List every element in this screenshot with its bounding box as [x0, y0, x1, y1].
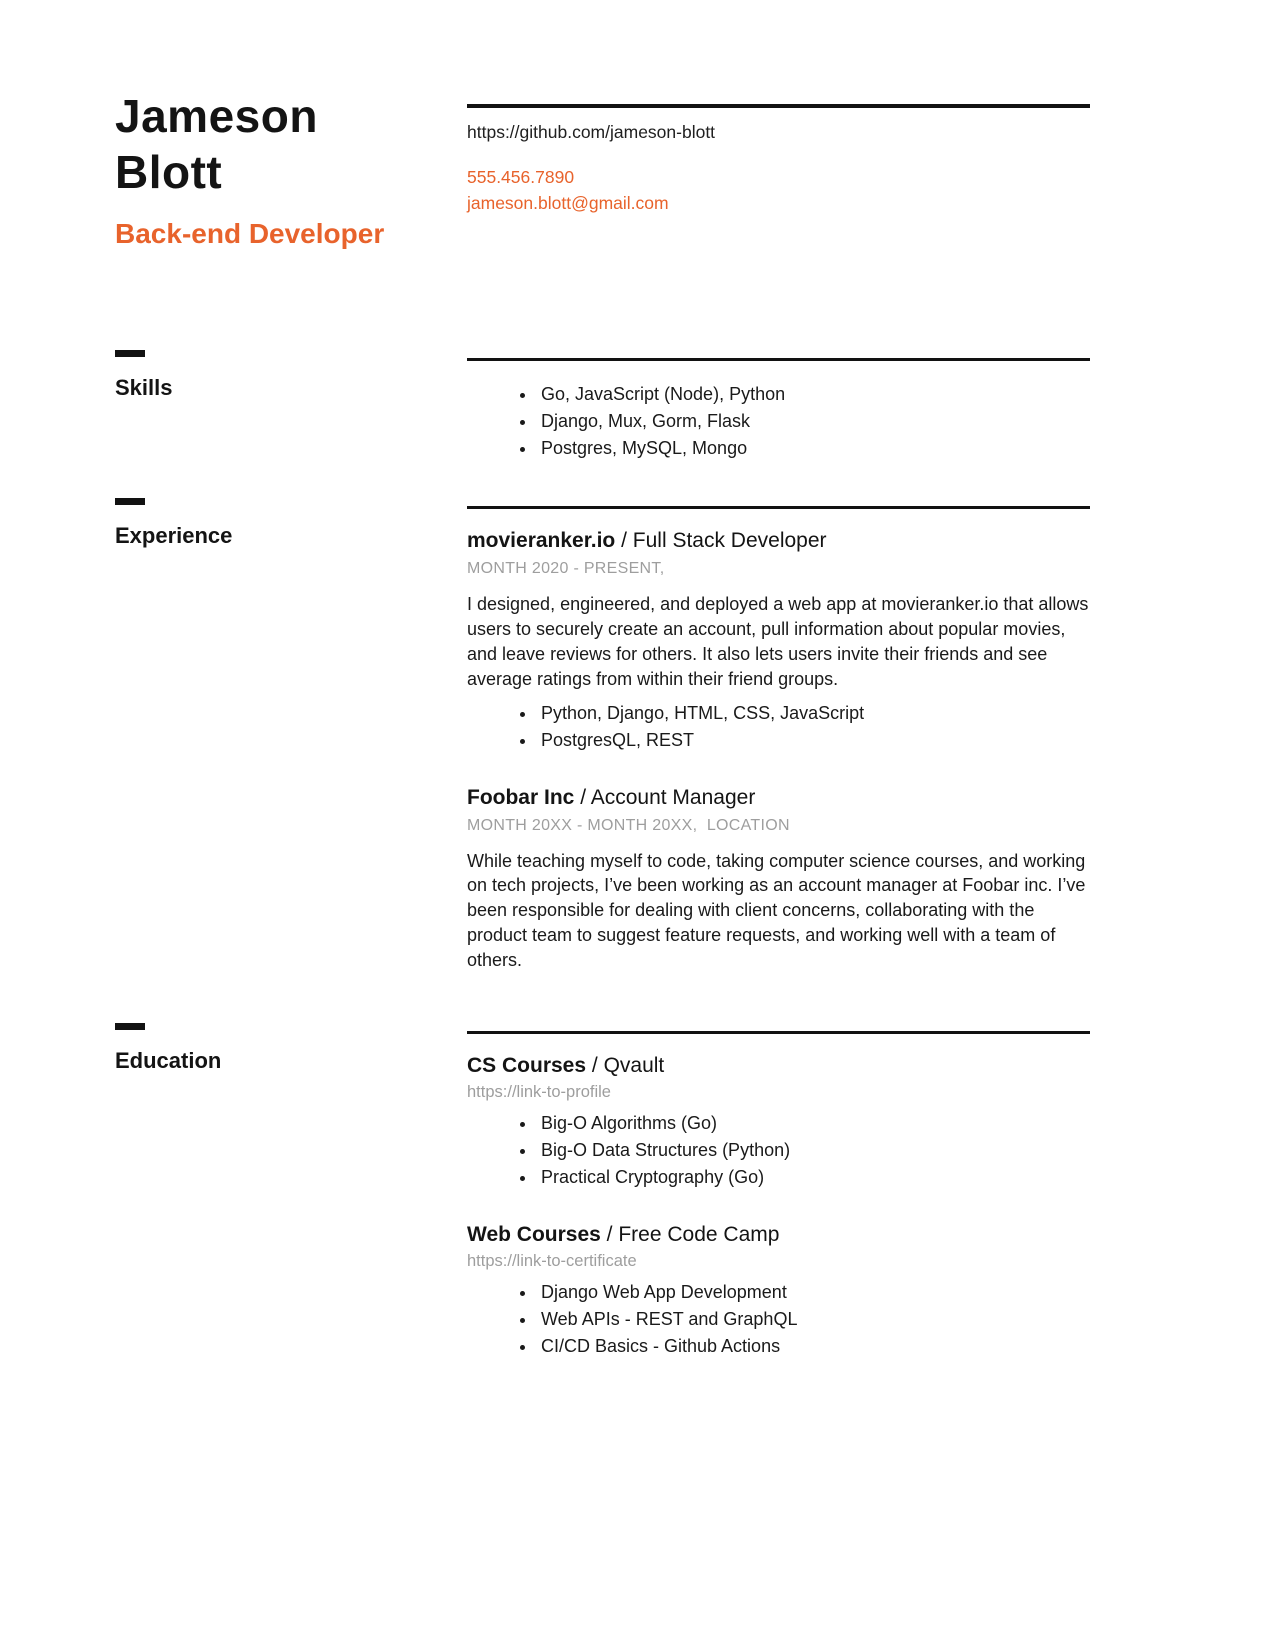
email-link[interactable]: jameson.blott@gmail.com — [467, 193, 669, 213]
contact-block — [467, 104, 1090, 250]
org-name: Web Courses — [467, 1222, 601, 1246]
role-name: Account Manager — [590, 785, 756, 809]
org-name: movieranker.io — [467, 529, 616, 553]
entry-description: While teaching myself to code, taking computer science courses, and working on tech projects, I’ve been working as an account manager at Foobar inc. I’ve been responsible for dealing with client concerns, collaborating with the product team to suggest feature requests, and working well with a team of others. — [467, 850, 1086, 970]
entry-dates: MONTH 2020 - PRESENT, — [467, 560, 665, 578]
entry-bullet-list — [467, 1279, 1090, 1360]
role-name: Full Stack Developer — [632, 529, 827, 553]
entry-dates: MONTH 20XX - MONTH 20XX, LOCATION — [467, 816, 790, 834]
skills-body — [467, 358, 1090, 462]
section-experience — [115, 498, 1090, 972]
entry-bullet-list — [467, 700, 1090, 754]
entry-bullet-item: • CI/CD Basics - Github Actions — [537, 1333, 1090, 1360]
section-dash — [115, 1023, 145, 1030]
entry-link[interactable]: https://link-to-profile — [467, 1082, 611, 1101]
experience-section-label: Experience — [115, 523, 233, 549]
entry-description: I designed, engineered, and deployed a web app at movieranker.io that allows users to securely create an account, pull information about popular movies, and leave reviews for others. It also lets users invite their friends and see average ratings from within their friend groups. — [467, 594, 1089, 689]
heading-separator: / — [591, 1053, 598, 1077]
org-name: Foobar Inc — [467, 785, 575, 809]
person-job-title: Back-end Developer — [115, 218, 385, 250]
education-entry — [467, 1223, 1090, 1360]
entry-bullet-item: • Big-O Algorithms (Go) — [537, 1110, 1090, 1137]
heading-separator: / — [606, 1222, 613, 1246]
entry-heading — [467, 1223, 1090, 1247]
skill-item: • Django, Mux, Gorm, Flask — [537, 408, 1090, 435]
role-name: Free Code Camp — [618, 1222, 780, 1246]
section-education — [115, 1023, 1090, 1360]
github-link[interactable]: https://github.com/jameson-blott — [467, 122, 716, 142]
entry-bullet-item: • Web APIs - REST and GraphQL — [537, 1306, 1090, 1333]
entry-bullet-item: • Big-O Data Structures (Python) — [537, 1137, 1090, 1164]
skill-item: • Go, JavaScript (Node), Python — [537, 381, 1090, 408]
role-name: Qvault — [603, 1053, 665, 1077]
person-last-name: Blott — [115, 146, 223, 199]
resume-header — [115, 88, 1090, 250]
org-name: CS Courses — [467, 1053, 587, 1077]
education-entry — [467, 1054, 1090, 1191]
education-body — [467, 1031, 1090, 1360]
person-first-name: Jameson — [115, 90, 318, 142]
skills-section-label: Skills — [115, 375, 173, 401]
skills-list — [467, 381, 1090, 462]
skill-item: • Postgres, MySQL, Mongo — [537, 435, 1090, 462]
entry-bullet-item: • PostgresQL, REST — [537, 727, 1090, 754]
entry-heading — [467, 529, 1090, 553]
phone-number: 555.456.7890 — [467, 167, 575, 187]
experience-entry — [467, 786, 1090, 973]
experience-entry — [467, 529, 1090, 753]
section-skills — [115, 350, 1090, 462]
heading-separator: / — [580, 785, 587, 809]
entry-heading — [467, 786, 1090, 810]
entry-bullet-item: • Practical Cryptography (Go) — [537, 1164, 1090, 1191]
person-name — [115, 88, 467, 200]
skills-left — [115, 350, 467, 462]
experience-left — [115, 498, 467, 972]
entry-bullet-item: • Python, Django, HTML, CSS, JavaScript — [537, 700, 1090, 727]
education-section-label: Education — [115, 1047, 222, 1073]
section-dash — [115, 350, 145, 357]
header-left — [115, 88, 467, 250]
section-dash — [115, 498, 145, 505]
entry-bullet-item: • Django Web App Development — [537, 1279, 1090, 1306]
entry-bullet-list — [467, 1110, 1090, 1191]
entry-link[interactable]: https://link-to-certificate — [467, 1251, 637, 1270]
education-left — [115, 1023, 467, 1360]
heading-separator: / — [621, 529, 627, 553]
entry-heading — [467, 1054, 1090, 1078]
experience-body — [467, 506, 1090, 972]
